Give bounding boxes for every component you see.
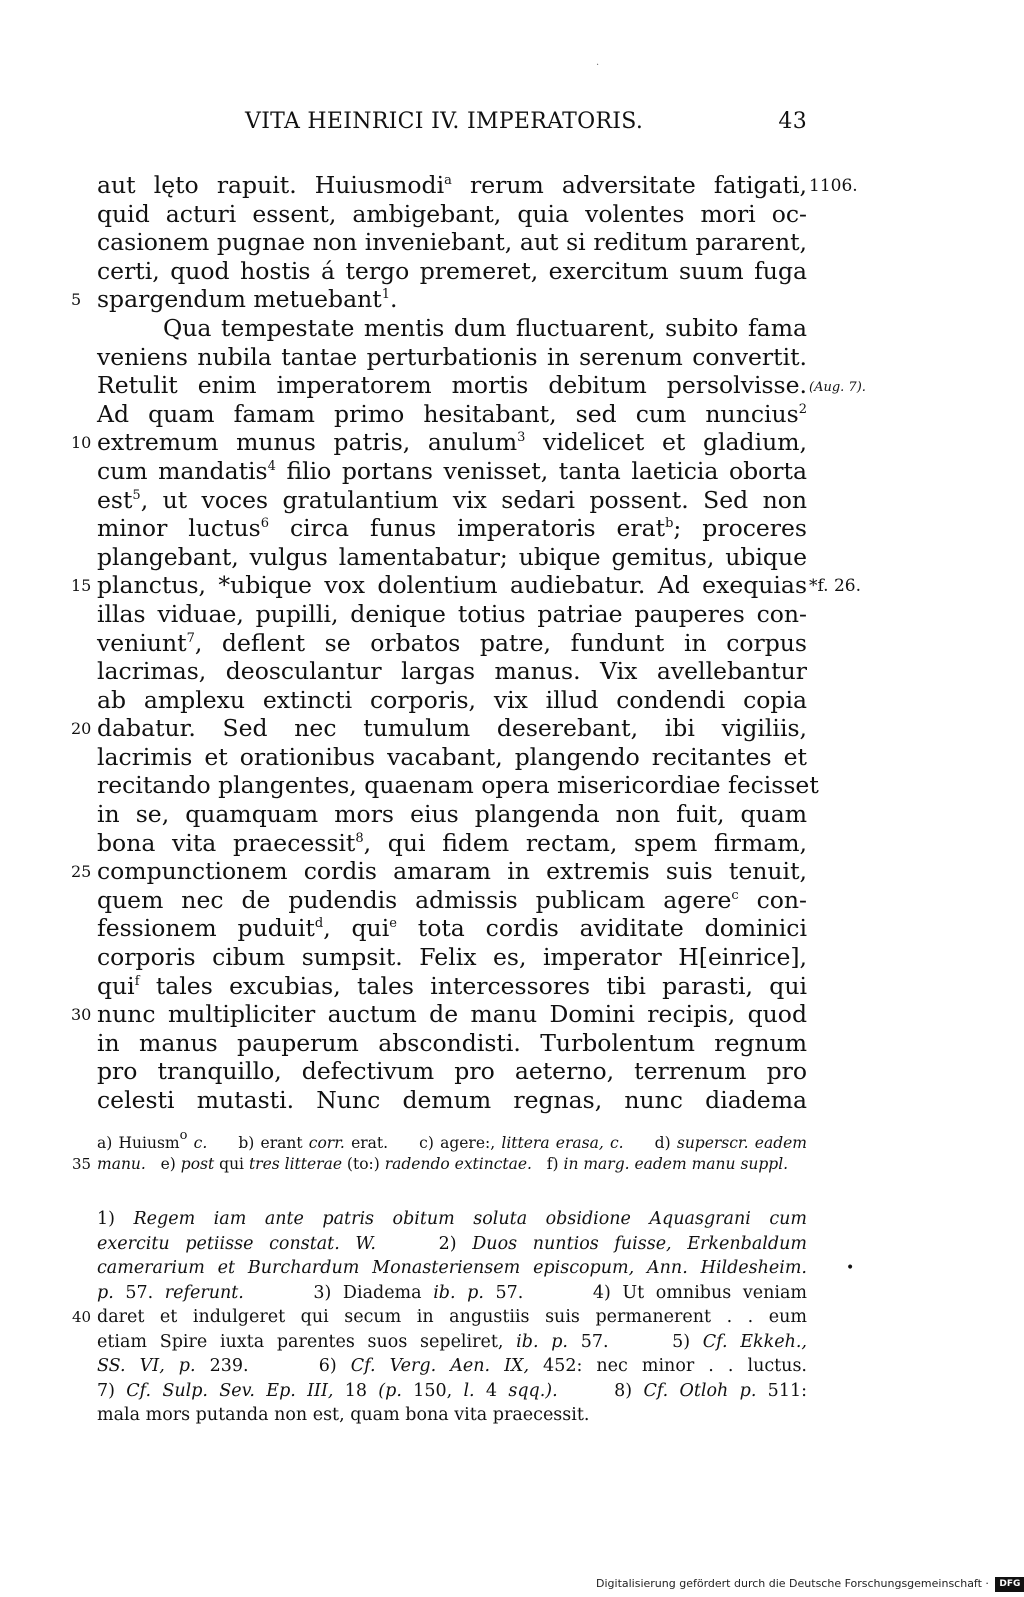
margin-note: (Aug. 7). [809, 380, 866, 396]
text-line: veniens nubila tantae perturbationis in serenum convertit. [97, 342, 807, 371]
text-line: veniunt$^7$, deflent se orbatos patre, fundunt in corpus [97, 628, 807, 657]
dfg-logo: DFG [995, 1577, 1024, 1592]
footnote-line: SS. VI, p. 239. 6) Cf. Verg. Aen. IX, 452: nec minor . . luctus. [97, 1356, 807, 1376]
text-line: planctus, *ubique vox dolentium audiebatur. Ad exequias 15 *f. 26. [71, 571, 862, 600]
text-line: Qua tempestate mentis dum fluctuarent, subito fama [163, 313, 807, 342]
digitization-credit [596, 1575, 1021, 1593]
line-number: 35 [72, 1155, 92, 1173]
margin-note: *f. 26. [809, 576, 862, 597]
line-number: 5 [71, 290, 82, 310]
text-line: fessionem puduit$^d$, qui$^e$ tota cordis aviditate dominici [97, 914, 807, 943]
page-number: 43 [778, 109, 807, 134]
text-line: est$^5$, ut voces gratulantium vix sedari possent. Sed non [97, 485, 807, 514]
text-line: cum mandatis$^4$ filio portans venisset, tanta laeticia oborta [97, 456, 807, 485]
critical-apparatus [72, 1128, 807, 1175]
text-line: extremum munus patris, anulum$^3$ videlicet et gladium, 10 [71, 428, 807, 457]
text-line: certi, quod hostis á tergo premeret, exercitum suum fuga [97, 256, 807, 285]
text-line: recitando plangentes, quaenam opera misericordiae fecisset [97, 771, 819, 800]
margin-dot: • [846, 1260, 855, 1276]
footnote-line: exercitu petiisse constat. W. 2) Duos nuntios fuisse, Erkenbaldum [97, 1233, 807, 1254]
text-line: dabatur. Sed nec tumulum deserebant, ibi vigiliis, 20 [71, 714, 807, 743]
text-line: quid acturi essent, ambigebant, quia volentes mori oc- [97, 199, 807, 228]
footnote-line: p. 57. referunt. 3) Diadema ib. p. 57. 4) Ut omnibus veniam [97, 1282, 807, 1303]
text-line: lacrimas, deosculantur largas manus. Vix avellebantur [97, 657, 807, 686]
commentary-footnotes [72, 1207, 807, 1428]
text-line: qui$^f$ tales excubias, tales intercessores tibi parasti, qui [97, 971, 807, 1000]
line-number: 20 [71, 719, 92, 739]
text-line: casionem pugnae non inveniebant, aut si reditum pararent, [97, 228, 807, 257]
text-line: ab amplexu extincti corporis, vix illud condendi copia [97, 685, 807, 714]
line-number: 30 [71, 1005, 92, 1025]
line-number: 40 [72, 1308, 92, 1326]
text-line: corporis cibum sumpsit. Felix es, imperator H[einrice], [97, 943, 807, 972]
line-number: 15 [71, 576, 92, 596]
footnote-line: mala mors putanda non est, quam bona vita praecessit. [97, 1405, 590, 1425]
text-line: minor luctus$^6$ circa funus imperatoris erat$^b$; proceres [97, 514, 807, 543]
text-line: celesti mutasti. Nunc demum regnas, nunc diadema [97, 1086, 807, 1114]
text-line: spargendum metuebant$^1$. 5 [71, 285, 398, 314]
margin-note: 1106. [809, 176, 858, 196]
footnote-line: 1) Regem iam ante patris obitum soluta obsidione Aquasgrani cum [97, 1209, 807, 1229]
scan-speck: · [596, 60, 600, 71]
line-number: 10 [71, 433, 92, 453]
main-text [71, 171, 866, 1115]
text-line: aut lęto rapuit. Huiusmodi$^a$ rerum adversitate fatigati, 1106. [97, 171, 858, 199]
text-line: in manus pauperum abscondisti. Turbolentum regnum [97, 1028, 807, 1057]
text-line: Ad quam famam primo hesitabant, sed cum nuncius$^2$ [97, 399, 807, 428]
footnote-line: daret et indulgeret qui secum in angustiis suis permanerent . . eum 40 [97, 1305, 807, 1330]
text-line: Retulit enim imperatorem mortis debitum persolvisse. (Aug. 7). [97, 371, 807, 400]
apparatus-line: manu. e) post qui tres litterae (to:) radendo extinctae. f) in marg. eadem manu suppl. 35 [72, 1155, 789, 1173]
text-line: quem nec de pudendis admissis publicam agere$^c$ con- [97, 885, 807, 914]
footnote-line: camerarium et Burchardum Monasteriensem episcopum, Ann. Hildesheim. [97, 1258, 807, 1278]
text-line: in se, quamquam mors eius plangenda non fuit, quam [97, 800, 807, 829]
text-line: plangebant, vulgus lamentabatur; ubique gemitus, ubique [97, 542, 807, 571]
text-line: illas viduae, pupilli, denique totius patriae pauperes con- [97, 599, 807, 628]
text-line: compunctionem cordis amaram in extremis suis tenuit, 25 [71, 857, 807, 886]
line-number: 25 [71, 862, 92, 882]
apparatus-line: a) Huiusm$^o$ c. b) erant corr. erat. c) agere:, littera erasa, c. d) superscr. eadem [97, 1128, 807, 1152]
text-line: bona vita praecessit$^8$, qui fidem rectam, spem firmam, [97, 828, 807, 857]
text-line: lacrimis et orationibus vacabant, plangendo recitantes et [97, 742, 807, 771]
footnote-line: etiam Spire iuxta parentes suos sepeliret, ib. p. 57. 5) Cf. Ekkeh., [97, 1331, 807, 1352]
running-title: VITA HEINRICI IV. IMPERATORIS. [245, 109, 644, 134]
text-line: pro tranquillo, defectivum pro aeterno, terrenum pro [97, 1057, 807, 1086]
footnote-line: 7) Cf. Sulp. Sev. Ep. III, 18 (p. 150, l. 4 sqq.). 8) Cf. Otloh p. 511: [97, 1380, 807, 1401]
text-line: nunc multipliciter auctum de manu Domini recipis, quod 30 [71, 1000, 807, 1029]
credit-text: Digitalisierung gefördert durch die Deutsche Forschungsgemeinschaft · [596, 1577, 989, 1590]
